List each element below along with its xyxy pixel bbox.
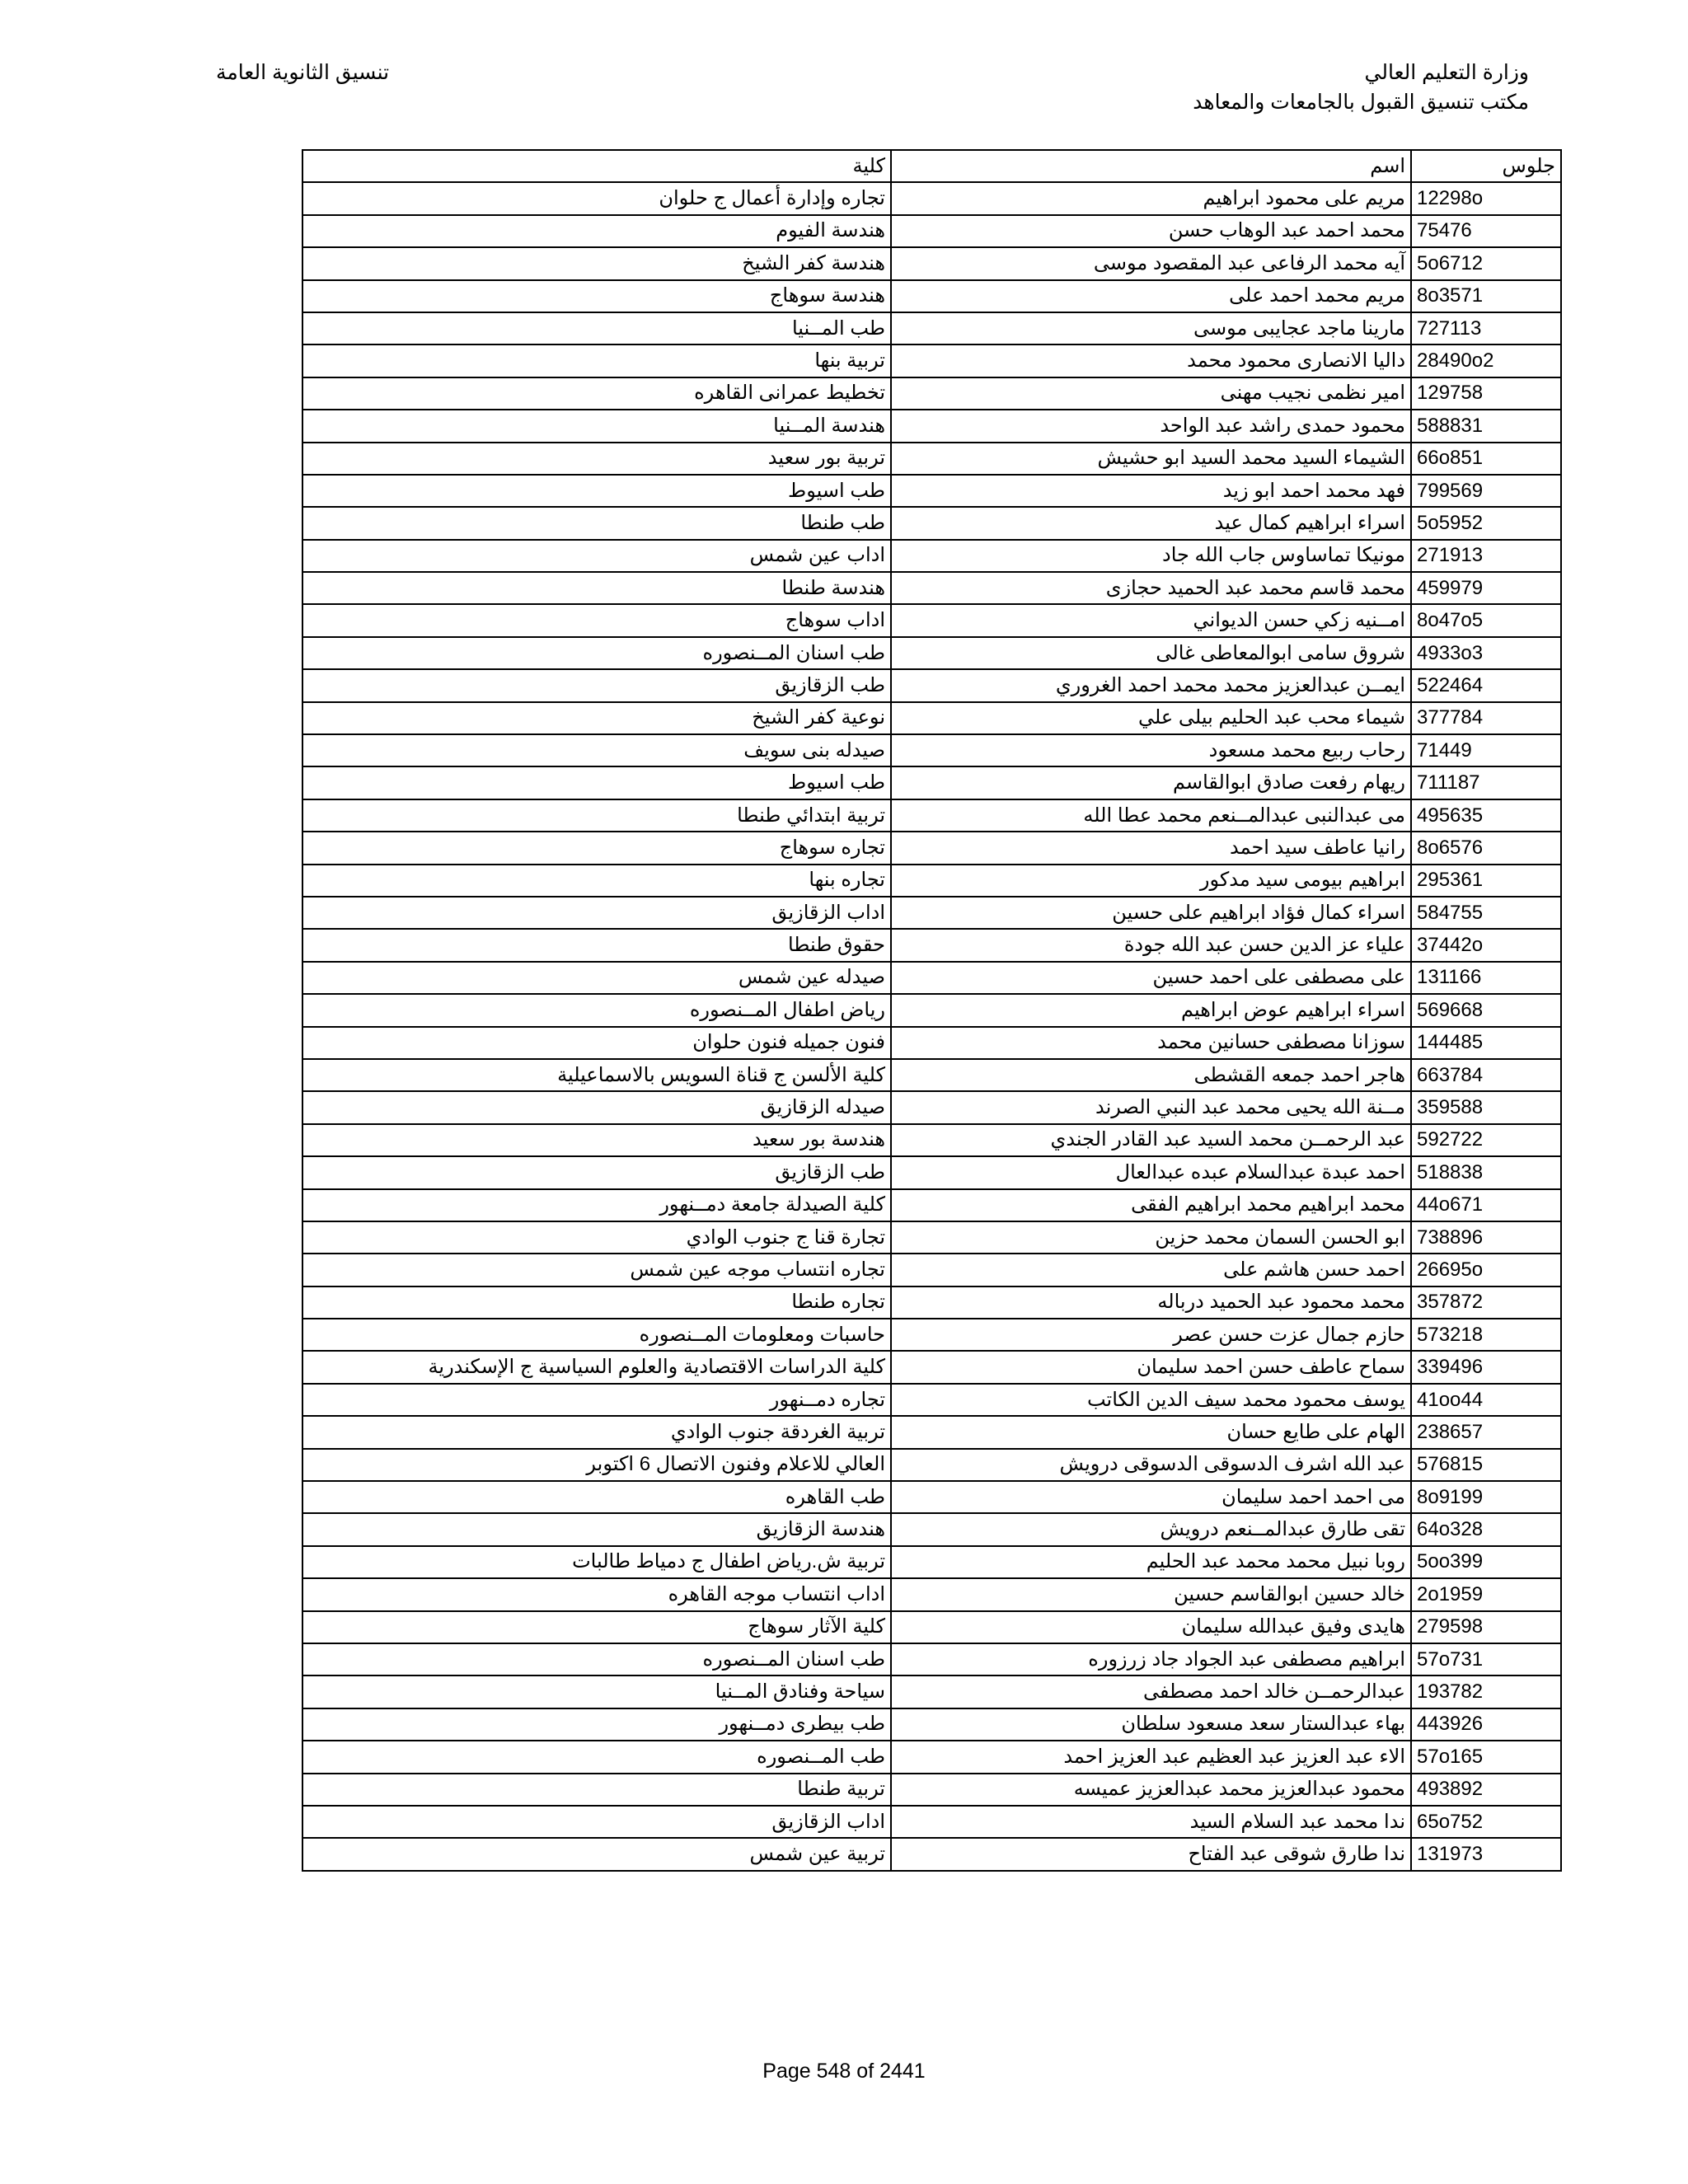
seat-cell: 377784 (1411, 702, 1561, 734)
college-cell: تجاره انتساب موجه عين شمس (302, 1254, 891, 1286)
name-cell: هايدى وفيق عبدالله سليمان (891, 1611, 1411, 1643)
table-row (302, 1481, 1561, 1513)
table-header-row (302, 150, 1561, 182)
table-row (302, 994, 1561, 1026)
table-row (302, 1838, 1561, 1870)
college-cell: تربية عين شمس (302, 1838, 891, 1870)
name-cell: مارينا ماجد عجايبى موسى (891, 312, 1411, 344)
name-cell: آيه محمد الرفاعى عبد المقصود موسى (891, 247, 1411, 279)
college-cell: هندسة بور سعيد (302, 1124, 891, 1156)
table-row (302, 182, 1561, 214)
name-cell: مــنة الله يحيى محمد عبد النبي الصرند (891, 1091, 1411, 1123)
name-cell: فهد محمد احمد ابو زيد (891, 475, 1411, 507)
seat-cell: 573218 (1411, 1319, 1561, 1351)
header-seat: جلوس (1411, 150, 1561, 182)
table-row (302, 344, 1561, 377)
seat-cell: 57o731 (1411, 1643, 1561, 1675)
name-cell: اسراء ابراهيم عوض ابراهيم (891, 994, 1411, 1026)
table-row (302, 766, 1561, 799)
name-cell: ندا محمد عبد السلام السيد (891, 1806, 1411, 1838)
page-number: Page 548 of 2441 (762, 2060, 926, 2083)
college-cell: طب القاهره (302, 1481, 891, 1513)
seat-cell: 41oo44 (1411, 1384, 1561, 1416)
college-cell: فنون جميله فنون حلوان (302, 1027, 891, 1059)
name-cell: شيماء محب عبد الحليم بيلى علي (891, 702, 1411, 734)
name-cell: مونيكا تماساوس جاب الله جاد (891, 540, 1411, 572)
college-cell: طب اسنان المــنصوره (302, 637, 891, 669)
seat-cell: 588831 (1411, 410, 1561, 442)
college-cell: نوعية كفر الشيخ (302, 702, 891, 734)
name-cell: بهاء عبدالستار سعد مسعود سلطان (891, 1708, 1411, 1741)
seat-cell: 37442o (1411, 929, 1561, 961)
seat-cell: 5oo399 (1411, 1546, 1561, 1578)
table-row (302, 540, 1561, 572)
name-cell: على مصطفى على احمد حسين (891, 962, 1411, 994)
name-cell: الهام على طايع حسان (891, 1416, 1411, 1448)
seat-cell: 727113 (1411, 312, 1561, 344)
college-cell: طب بيطرى دمــنهور (302, 1708, 891, 1741)
table-row (302, 1513, 1561, 1545)
table-row (302, 604, 1561, 636)
name-cell: روبا نبيل محمد محمد عبد الحليم (891, 1546, 1411, 1578)
college-cell: كلية الألسن ج قناة السويس بالاسماعيلية (302, 1059, 891, 1091)
coordination-title: تنسيق الثانوية العامة (216, 61, 390, 84)
seat-cell: 2o1959 (1411, 1578, 1561, 1610)
table-row (302, 1708, 1561, 1741)
seat-cell: 8o3571 (1411, 280, 1561, 312)
table-row (302, 572, 1561, 604)
seat-cell: 359588 (1411, 1091, 1561, 1123)
table-row (302, 1156, 1561, 1188)
college-cell: تربية بنها (302, 344, 891, 377)
table-row (302, 280, 1561, 312)
name-cell: شروق سامى ابوالمعاطى غالى (891, 637, 1411, 669)
table-row (302, 1254, 1561, 1286)
table-row (302, 1449, 1561, 1481)
college-cell: سياحة وفنادق المــنيا (302, 1675, 891, 1708)
college-cell: اداب سوهاج (302, 604, 891, 636)
table-row (302, 215, 1561, 247)
seat-cell: 295361 (1411, 865, 1561, 897)
college-cell: اداب عين شمس (302, 540, 891, 572)
table-row (302, 832, 1561, 864)
table-row (302, 1319, 1561, 1351)
name-cell: رحاب ربيع محمد مسعود (891, 734, 1411, 766)
college-cell: هندسة سوهاج (302, 280, 891, 312)
table-row (302, 1741, 1561, 1773)
table-row (302, 1806, 1561, 1838)
table-row (302, 1611, 1561, 1643)
table-row (302, 1384, 1561, 1416)
seat-cell: 66o851 (1411, 443, 1561, 475)
table-row (302, 637, 1561, 669)
table-row (302, 1351, 1561, 1383)
college-cell: كلية الدراسات الاقتصادية والعلوم السياسية ج الإسكندرية (302, 1351, 891, 1383)
seat-cell: 44o671 (1411, 1189, 1561, 1221)
table-row (302, 1027, 1561, 1059)
college-cell: حقوق طنطا (302, 929, 891, 961)
college-cell: صيدله الزقازيق (302, 1091, 891, 1123)
name-cell: عبدالرحمــن خالد احمد مصطفى (891, 1675, 1411, 1708)
seat-cell: 459979 (1411, 572, 1561, 604)
college-cell: تربية طنطا (302, 1774, 891, 1806)
table-row (302, 962, 1561, 994)
office-title: مكتب تنسيق القبول بالجامعات والمعاهد (1193, 91, 1529, 114)
college-cell: طب طنطا (302, 507, 891, 539)
seat-cell: 131973 (1411, 1838, 1561, 1870)
college-cell: طب المــنصوره (302, 1741, 891, 1773)
seat-cell: 576815 (1411, 1449, 1561, 1481)
seat-cell: 522464 (1411, 669, 1561, 701)
name-cell: عبد الرحمــن محمد السيد عبد القادر الجندي (891, 1124, 1411, 1156)
college-cell: صيدله عين شمس (302, 962, 891, 994)
seat-cell: 131166 (1411, 962, 1561, 994)
seat-cell: 75476 (1411, 215, 1561, 247)
name-cell: اسراء كمال فؤاد ابراهيم على حسين (891, 897, 1411, 929)
name-cell: ابراهيم بيومى سيد مدكور (891, 865, 1411, 897)
table-row (302, 1546, 1561, 1578)
college-cell: كلية الآثار سوهاج (302, 1611, 891, 1643)
name-cell: محمد ابراهيم محمد ابراهيم الفقى (891, 1189, 1411, 1221)
seat-cell: 493892 (1411, 1774, 1561, 1806)
name-cell: محمد محمود عبد الحميد درباله (891, 1286, 1411, 1319)
seat-cell: 584755 (1411, 897, 1561, 929)
table-row (302, 897, 1561, 929)
name-cell: امير نظمى نجيب مهنى (891, 377, 1411, 410)
table-row (302, 1091, 1561, 1123)
name-cell: عبد الله اشرف الدسوقى الدسوقى درويش (891, 1449, 1411, 1481)
college-cell: تجاره بنها (302, 865, 891, 897)
seat-cell: 57o165 (1411, 1741, 1561, 1773)
college-cell: تخطيط عمرانى القاهره (302, 377, 891, 410)
seat-cell: 738896 (1411, 1221, 1561, 1254)
table-row (302, 865, 1561, 897)
college-cell: كلية الصيدلة جامعة دمــنهور (302, 1189, 891, 1221)
seat-cell: 26695o (1411, 1254, 1561, 1286)
seat-cell: 8o47o5 (1411, 604, 1561, 636)
name-cell: ندا طارق شوقى عبد الفتاح (891, 1838, 1411, 1870)
college-cell: رياض اطفال المــنصوره (302, 994, 891, 1026)
college-cell: طب المــنيا (302, 312, 891, 344)
seat-cell: 711187 (1411, 766, 1561, 799)
seat-cell: 71449 (1411, 734, 1561, 766)
name-cell: ابو الحسن السمان محمد حزين (891, 1221, 1411, 1254)
name-cell: سماح عاطف حسن احمد سليمان (891, 1351, 1411, 1383)
college-cell: تجارة قنا ج جنوب الوادي (302, 1221, 891, 1254)
college-cell: تربية الغردقة جنوب الوادي (302, 1416, 891, 1448)
name-cell: داليا الانصارى محمود محمد (891, 344, 1411, 377)
seat-cell: 495635 (1411, 799, 1561, 832)
name-cell: اسراء ابراهيم كمال عيد (891, 507, 1411, 539)
name-cell: مى احمد احمد سليمان (891, 1481, 1411, 1513)
seat-cell: 238657 (1411, 1416, 1561, 1448)
name-cell: رانيا عاطف سيد احمد (891, 832, 1411, 864)
college-cell: تجاره وإدارة أعمال ج حلوان (302, 182, 891, 214)
college-cell: طب الزقازيق (302, 1156, 891, 1188)
table-row (302, 669, 1561, 701)
college-cell: طب الزقازيق (302, 669, 891, 701)
college-cell: هندسة كفر الشيخ (302, 247, 891, 279)
name-cell: مريم على محمود ابراهيم (891, 182, 1411, 214)
seat-cell: 28490o2 (1411, 344, 1561, 377)
header-college: كلية (302, 150, 891, 182)
name-cell: امــنيه زكي حسن الديواني (891, 604, 1411, 636)
table-row (302, 702, 1561, 734)
college-cell: تجاره دمــنهور (302, 1384, 891, 1416)
seat-cell: 518838 (1411, 1156, 1561, 1188)
name-cell: خالد حسين ابوالقاسم حسين (891, 1578, 1411, 1610)
table-row (302, 1643, 1561, 1675)
name-cell: احمد عبدة عبدالسلام عبده عبدالعال (891, 1156, 1411, 1188)
name-cell: محمد احمد عبد الوهاب حسن (891, 215, 1411, 247)
table-row (302, 1221, 1561, 1254)
seat-cell: 129758 (1411, 377, 1561, 410)
college-cell: تربية بور سعيد (302, 443, 891, 475)
college-cell: طب اسيوط (302, 475, 891, 507)
seat-cell: 279598 (1411, 1611, 1561, 1643)
college-cell: اداب انتساب موجه القاهره (302, 1578, 891, 1610)
table-row (302, 1189, 1561, 1221)
college-cell: هندسة طنطا (302, 572, 891, 604)
seat-cell: 5o5952 (1411, 507, 1561, 539)
table-row (302, 312, 1561, 344)
college-cell: تجاره سوهاج (302, 832, 891, 864)
name-cell: هاجر احمد جمعه القشطى (891, 1059, 1411, 1091)
college-cell: العالي للاعلام وفنون الاتصال 6 اكتوبر (302, 1449, 891, 1481)
seat-cell: 12298o (1411, 182, 1561, 214)
table-row (302, 1675, 1561, 1708)
seat-cell: 569668 (1411, 994, 1561, 1026)
name-cell: احمد حسن هاشم على (891, 1254, 1411, 1286)
name-cell: محمود حمدى راشد عبد الواحد (891, 410, 1411, 442)
seat-cell: 799569 (1411, 475, 1561, 507)
seat-cell: 339496 (1411, 1351, 1561, 1383)
college-cell: تربية ش.رياض اطفال ج دمياط طالبات (302, 1546, 891, 1578)
seat-cell: 357872 (1411, 1286, 1561, 1319)
name-cell: ايمــن عبدالعزيز محمد محمد احمد الغروري (891, 669, 1411, 701)
table-row (302, 1774, 1561, 1806)
table-row (302, 1059, 1561, 1091)
table-row (302, 443, 1561, 475)
name-cell: مى عبدالنبى عبدالمــنعم محمد عطا الله (891, 799, 1411, 832)
college-cell: صيدله بنى سويف (302, 734, 891, 766)
name-cell: حازم جمال عزت حسن عصر (891, 1319, 1411, 1351)
table-row (302, 475, 1561, 507)
seat-cell: 5o6712 (1411, 247, 1561, 279)
college-cell: تربية ابتدائي طنطا (302, 799, 891, 832)
name-cell: محمد قاسم محمد عبد الحميد حجازى (891, 572, 1411, 604)
seat-cell: 144485 (1411, 1027, 1561, 1059)
seat-cell: 193782 (1411, 1675, 1561, 1708)
seat-cell: 65o752 (1411, 1806, 1561, 1838)
seat-cell: 271913 (1411, 540, 1561, 572)
seat-cell: 592722 (1411, 1124, 1561, 1156)
table-row (302, 247, 1561, 279)
table-row (302, 410, 1561, 442)
name-cell: محمود عبدالعزيز محمد عبدالعزيز عميسه (891, 1774, 1411, 1806)
header-right (1193, 58, 1529, 117)
table-row (302, 507, 1561, 539)
college-cell: تجاره طنطا (302, 1286, 891, 1319)
name-cell: الشيماء السيد محمد السيد ابو حشيش (891, 443, 1411, 475)
college-cell: هندسة المــنيا (302, 410, 891, 442)
table-row (302, 799, 1561, 832)
seat-cell: 8o6576 (1411, 832, 1561, 864)
seat-cell: 4933o3 (1411, 637, 1561, 669)
seat-cell: 8o9199 (1411, 1481, 1561, 1513)
table-row (302, 1416, 1561, 1448)
table-row (302, 734, 1561, 766)
seat-cell: 443926 (1411, 1708, 1561, 1741)
name-cell: سوزانا مصطفى حسانين محمد (891, 1027, 1411, 1059)
admissions-table (302, 149, 1562, 1872)
college-cell: اداب الزقازيق (302, 897, 891, 929)
college-cell: هندسة الزقازيق (302, 1513, 891, 1545)
college-cell: اداب الزقازيق (302, 1806, 891, 1838)
seat-cell: 663784 (1411, 1059, 1561, 1091)
table-row (302, 377, 1561, 410)
seat-cell: 64o328 (1411, 1513, 1561, 1545)
header-name: اسم (891, 150, 1411, 182)
college-cell: هندسة الفيوم (302, 215, 891, 247)
name-cell: يوسف محمود محمد سيف الدين الكاتب (891, 1384, 1411, 1416)
name-cell: تقى طارق عبدالمــنعم درويش (891, 1513, 1411, 1545)
college-cell: طب اسيوط (302, 766, 891, 799)
name-cell: ابراهيم مصطفى عبد الجواد جاد زرزوره (891, 1643, 1411, 1675)
name-cell: علياء عز الدين حسن عبد الله جودة (891, 929, 1411, 961)
college-cell: حاسبات ومعلومات المــنصوره (302, 1319, 891, 1351)
table-row (302, 1286, 1561, 1319)
table-row (302, 1124, 1561, 1156)
name-cell: ريهام رفعت صادق ابوالقاسم (891, 766, 1411, 799)
ministry-title: وزارة التعليم العالي (1364, 61, 1529, 84)
college-cell: طب اسنان المــنصوره (302, 1643, 891, 1675)
table-row (302, 1578, 1561, 1610)
name-cell: مريم محمد احمد على (891, 280, 1411, 312)
table-row (302, 929, 1561, 961)
name-cell: الاء عبد العزيز عبد العظيم عبد العزيز احمد (891, 1741, 1411, 1773)
